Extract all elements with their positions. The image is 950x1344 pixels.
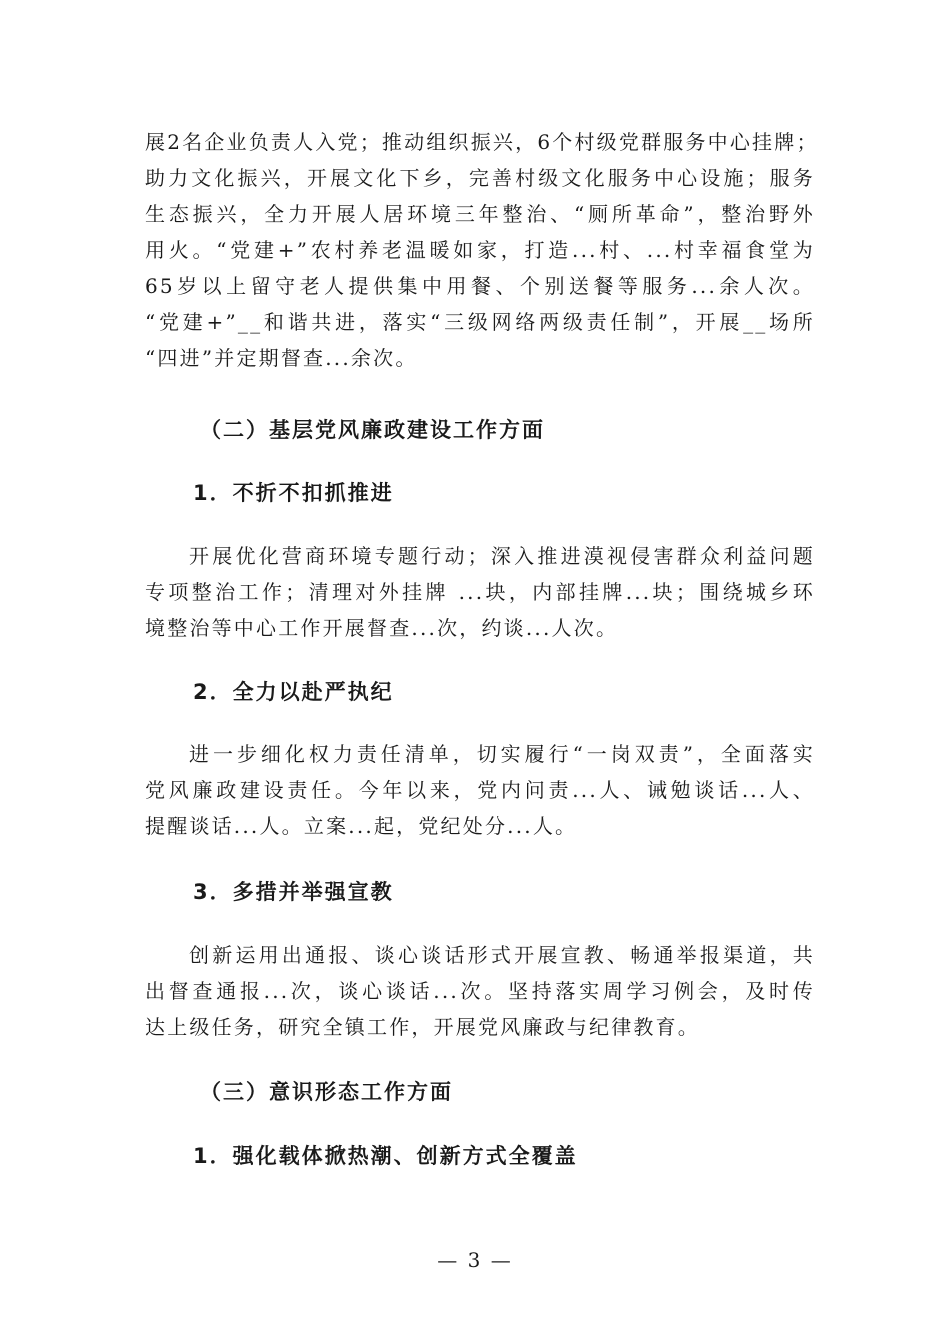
paragraph-line: 65岁以上留守老人提供集中用餐、个别送餐等服务...余人次。 [145,274,815,298]
paragraph-line: 助力文化振兴，开展文化下乡，完善村级文化服务中心设施；服务 [145,166,815,190]
paragraph-line: 境整治等中心工作开展督查...次，约谈...人次。 [145,616,619,640]
paragraph-line: “四进”并定期督查...余次。 [145,346,418,370]
section-heading: （二）基层党风廉政建设工作方面 [200,418,545,442]
paragraph-line: 创新运用出通报、谈心谈话形式开展宣教、畅通举报渠道，共 [189,943,815,967]
subsection-heading: 2．全力以赴严执纪 [193,680,394,704]
paragraph-line: 达上级任务，研究全镇工作，开展党风廉政与纪律教育。 [145,1015,700,1039]
paragraph-line: 展2名企业负责人入党；推动组织振兴，6个村级党群服务中心挂牌； [145,130,819,154]
subsection-heading: 1．强化载体掀热潮、创新方式全覆盖 [193,1144,578,1168]
paragraph-line: 出督查通报...次，谈心谈话...次。坚持落实周学习例会，及时传 [145,979,815,1003]
paragraph-line: 专项整治工作；清理对外挂牌 ...块，内部挂牌...块；围绕城乡环 [145,580,815,604]
paragraph-line: “党建+”__和谐共进，落实“三级网络两级责任制”，开展__场所 [145,310,815,334]
body-paragraph [145,937,815,1045]
section-heading: （三）意识形态工作方面 [200,1080,453,1104]
body-paragraph [145,736,815,844]
paragraph-line: 开展优化营商环境专题行动；深入推进漠视侵害群众利益问题 [189,544,815,568]
subsection-heading: 3．多措并举强宣教 [193,880,394,904]
paragraph-line: 进一步细化权力责任清单，切实履行“一岗双责”，全面落实 [189,742,815,766]
body-paragraph [145,538,815,646]
paragraph-line: 用火。“党建+”农村养老温暖如家，打造...村、...村幸福食堂为 [145,238,815,262]
subsection-heading: 1．不折不扣抓推进 [193,481,394,505]
paragraph-line: 生态振兴，全力开展人居环境三年整治、“厕所革命”，整治野外 [145,202,815,226]
page-number: — 3 — [437,1248,513,1272]
paragraph-line: 党风廉政建设责任。今年以来，党内问责...人、诫勉谈话...人、 [145,778,815,802]
paragraph-line: 提醒谈话...人。立案...起，党纪处分...人。 [145,814,578,838]
body-paragraph [145,124,819,376]
